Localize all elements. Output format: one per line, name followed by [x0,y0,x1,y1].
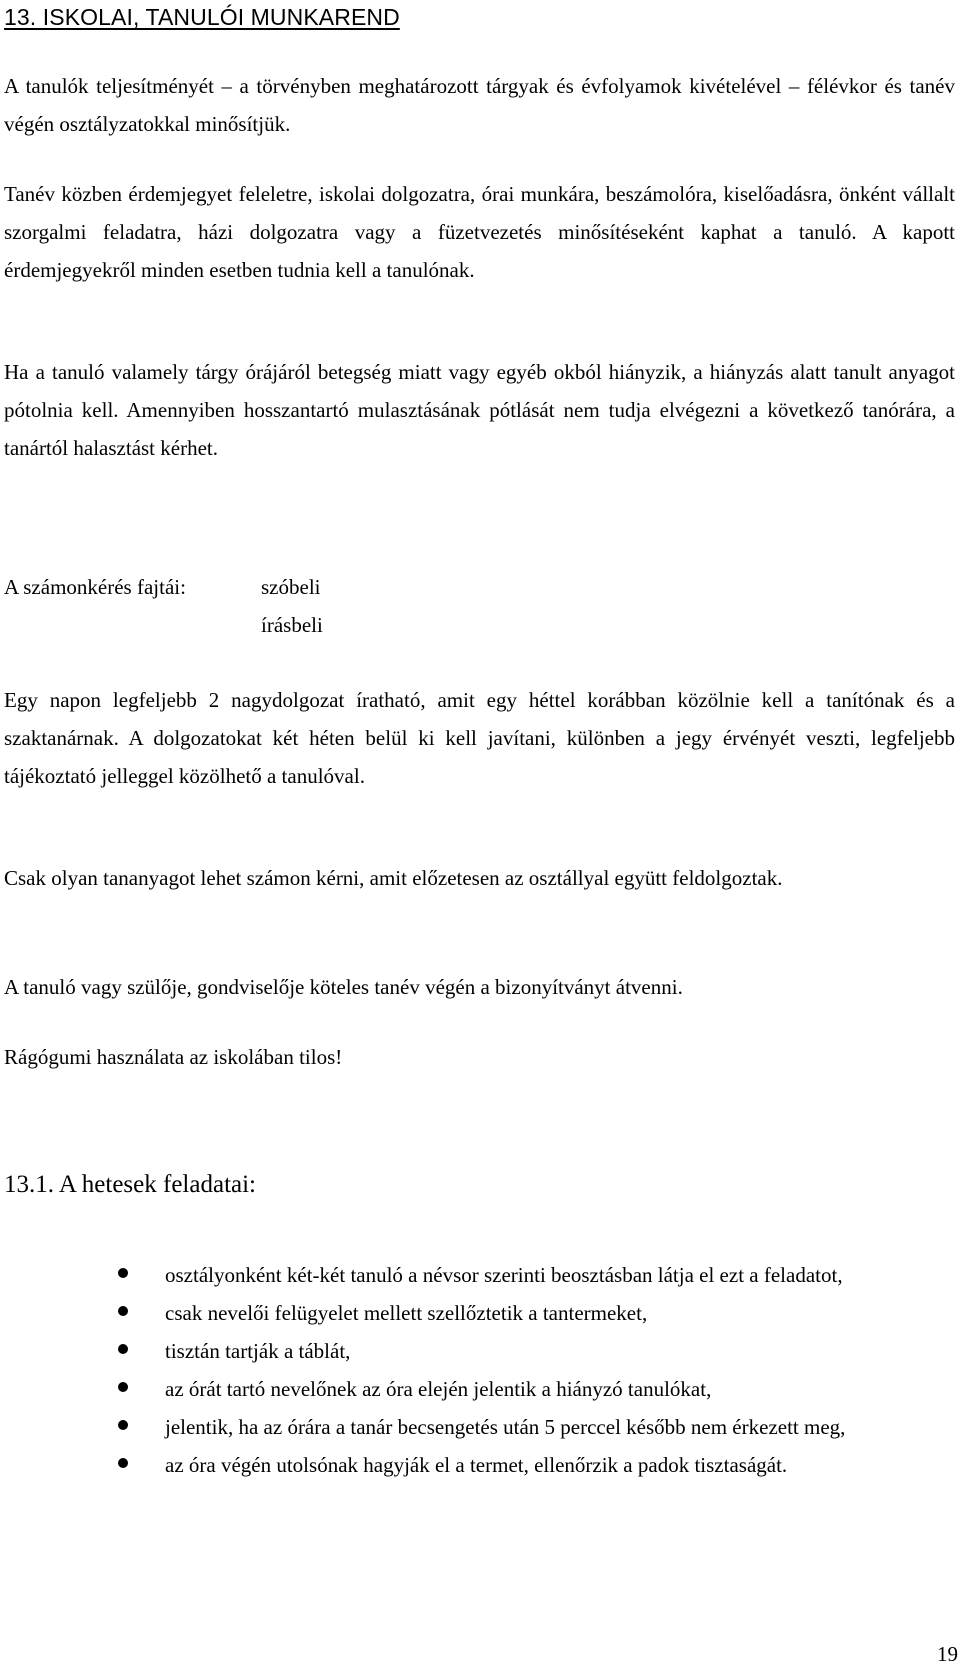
bullet-icon [118,1306,128,1316]
bullet-icon [118,1382,128,1392]
list-item [0,1446,935,1484]
list-item [0,1370,935,1408]
duties-list [0,1256,960,1484]
list-item [0,1256,935,1294]
list-item [0,1408,935,1446]
paragraph-marks: Tanév közben érdemjegyet feleletre, iskolai dolgozatra, órai munkára, beszámolóra, kiselőadásra, önként vállalt szorgalmi feladatra, házi dolgozatra vagy a füzetvezetés minősítéseként kaphat a tanuló. A kapott érdemjegyekről minden esetben tudnia kell a tanulónak. [4,182,955,282]
paragraph-certificate: A tanuló vagy szülője, gondviselője köteles tanév végén a bizonyítványt átvenni. [4,975,683,999]
paragraph-tests: Egy napon legfeljebb 2 nagydolgozat íratható, amit egy héttel korábban közölnie kell a tanítónak és a szaktanárnak. A dolgozatokat két héten belül ki kell javítani, különben a jegy érvényét veszti, legfeljebb tájékoztató jelleggel közölhető a tanulóval. [4,688,955,788]
section-heading: 13. ISKOLAI, TANULÓI MUNKAREND [4,4,400,30]
list-item-text: osztályonként két-két tanuló a névsor szerinti beosztásban látja el ezt a feladatot, [165,1263,843,1287]
paragraph-grading: A tanulók teljesítményét – a törvényben meghatározott tárgyak és évfolyamok kivételével – félévkor és tanév végén osztályzatokkal minősítjük. [4,74,955,136]
paragraph-curriculum: Csak olyan tananyagot lehet számon kérni, amit előzetesen az osztállyal együtt feldolgoztak. [4,866,783,890]
paragraph-absence: Ha a tanuló valamely tárgy órájáról betegség miatt vagy egyéb okból hiányzik, a hiányzás alatt tanult anyagot pótolnia kell. Amennyiben hosszantartó mulasztásának pótlását nem tudja elvégezni a következő tanórára, a tanártól halasztást kérhet. [4,360,955,460]
page-number: 19 [937,1642,958,1666]
assessment-type-written: írásbeli [261,613,323,637]
bullet-icon [118,1458,128,1468]
list-item-text: jelentik, ha az órára a tanár becsengetés után 5 perccel később nem érkezett meg, [165,1415,846,1439]
bullet-icon [118,1344,128,1354]
assessment-type-oral: szóbeli [261,575,321,599]
list-item-text: az órát tartó nevelőnek az óra elején jelentik a hiányzó tanulókat, [165,1377,712,1401]
assessment-types-label: A számonkérés fajtái: [4,575,186,599]
list-item-text: tisztán tartják a táblát, [165,1339,351,1363]
list-item-text: csak nevelői felügyelet mellett szellőztetik a tantermeket, [165,1301,648,1325]
paragraph-chewing-gum: Rágógumi használata az iskolában tilos! [4,1045,343,1069]
subsection-heading: 13.1. A hetesek feladatai: [4,1171,257,1198]
bullet-icon [118,1268,128,1278]
list-item [0,1332,935,1370]
bullet-icon [118,1420,128,1430]
list-item [0,1294,935,1332]
list-item-text: az óra végén utolsónak hagyják el a termet, ellenőrzik a padok tisztaságát. [165,1453,788,1477]
